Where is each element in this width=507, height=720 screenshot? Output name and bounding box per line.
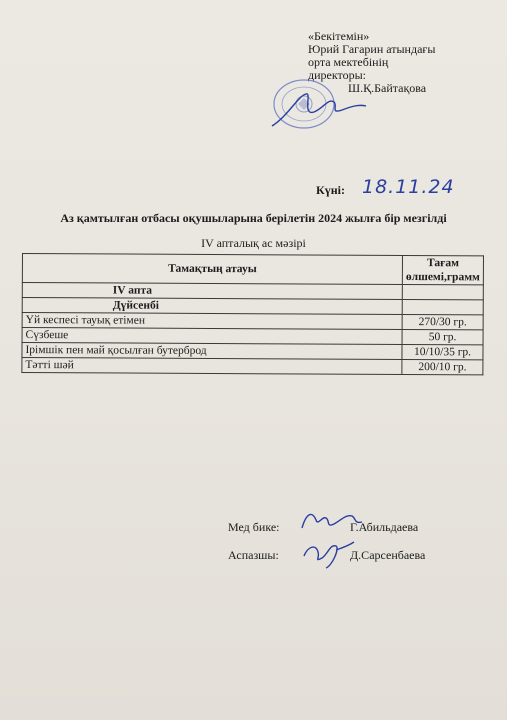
dish-portion: 50 гр. [402,329,483,344]
empty-cell [402,299,483,314]
cook-signature [296,536,358,570]
approval-line: директоры: [308,68,367,82]
week-label: IV апта [22,283,402,300]
nurse-signature [296,506,366,534]
empty-cell [402,284,483,299]
date-label: Күні: [316,183,345,197]
dish-portion: 10/10/35 гр. [402,344,483,359]
menu-table [21,253,484,375]
table-header-row [22,254,483,285]
date-handwritten: 18.11.24 [362,176,455,198]
approval-line: орта мектебінің [308,55,389,69]
dish-name: Ірімшік пен май қосылған бутерброд [22,343,402,360]
signatory-name: Г.Абильдаева [350,520,419,534]
column-header-dish: Тамақтың атауы [22,254,402,285]
document-title: Аз қамтылған отбасы оқушыларына берілетін 2024 жылға бір мезгілді [60,211,447,225]
table-row [22,313,483,330]
column-header-portion: Тағам өлшемі,грамм [402,255,483,284]
table-row [22,343,483,360]
signature-role: Мед бике: [228,520,280,534]
dish-name: Үй кеспесі тауық етімен [22,313,402,330]
document-subtitle: IV апталық ас мәзірі [201,236,306,250]
table-row [22,358,483,375]
signature-role: Аспазшы: [228,548,279,562]
dish-name: Тәтті шәй [22,358,402,375]
approval-line: «Бекітемін» [308,29,370,43]
day-label: Дүйсенбі [22,298,402,315]
dish-portion: 270/30 гр. [402,314,483,329]
director-name: Ш.Қ.Байтақова [348,81,427,95]
dish-name: Сүзбеше [22,328,402,345]
approval-line: Юрий Гагарин атындағы [308,42,436,56]
dish-portion: 200/10 гр. [402,359,483,374]
director-signature [268,86,368,130]
signatory-name: Д.Сарсенбаева [350,548,426,562]
